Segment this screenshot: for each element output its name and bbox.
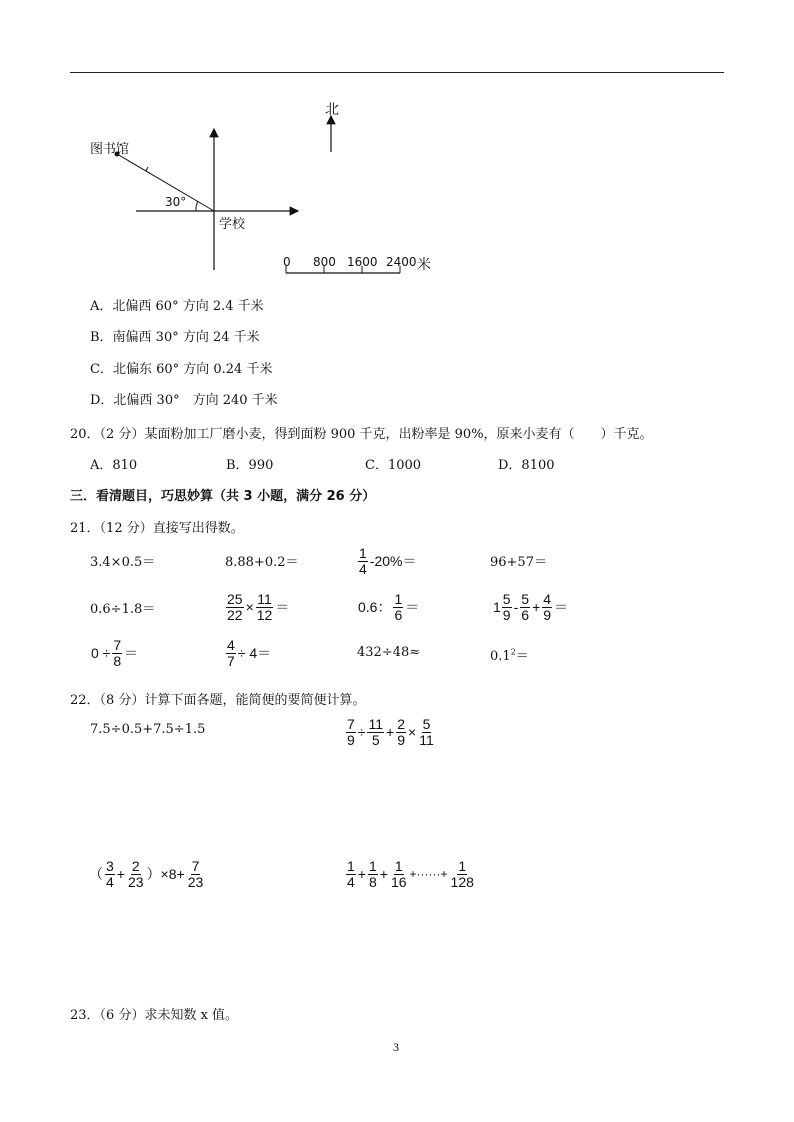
north-label: 北 [325, 102, 339, 118]
angle-label: 30° [165, 195, 187, 209]
q20-option-a: A．810 [90, 458, 138, 473]
q21-r1-d: 96+57＝ [490, 555, 547, 570]
q21-stem: 21．（12 分）直接写出得数。 [70, 521, 244, 536]
page-number: 3 [393, 1040, 399, 1054]
q22-expr-2: $\frac{7}{9}$ ÷ $\frac{11}{5}$ + $\frac{2}{9}$ × $\frac{5}{11}$ [347, 716, 434, 748]
q21-r3-b: $\frac{4}{7}$ ÷ 4＝ [227, 637, 272, 669]
q22-expr-4: $\frac{1}{4}$ + $\frac{1}{8}$ + $\frac{1}{16}$ +······+ $\frac{1}{128}$ [347, 858, 474, 890]
q19-option-a: A．北偏西 60° 方向 2.4 千米 [90, 299, 264, 314]
q21-r1-b: 8.88+0.2＝ [225, 555, 299, 570]
scale-tick-label: 0 [283, 255, 291, 269]
q20-option-b: B．990 [226, 458, 274, 473]
scale-unit: 米 [417, 257, 431, 273]
section3-title: 三．看清题目，巧思妙算（共 3 小题，满分 26 分） [70, 489, 376, 504]
scale-tick-label: 800 [313, 255, 336, 269]
q21-r2-b: $\frac{25}{22}$ × $\frac{11}{12}$ ＝ [227, 591, 290, 623]
q20-stem: 20．（2 分）某面粉加工厂磨小麦，得到面粉 900 千克，出粉率是 90%，原来小麦有（ ）千克。 [70, 427, 653, 442]
tick-mark [146, 167, 148, 171]
q22-expr-1: 7.5÷0.5+7.5÷1.5 [90, 722, 206, 737]
q22-expr-3: （ $\frac{3}{4}$ + $\frac{2}{23}$ ）×8+ $\frac{7}{23}$ [89, 858, 204, 890]
scale-tick-label: 2400 [386, 255, 417, 269]
q23-stem: 23．（6 分）求未知数 x 值。 [70, 1008, 239, 1023]
q19-option-d: D．北偏西 30° 方向 240 千米 [90, 393, 278, 408]
q21-r2-d: 1 $\frac{5}{9}$ - $\frac{5}{6}$ + $\frac{4}{9}$ ＝ [493, 591, 569, 623]
q21-r3-c: 432÷48≈ [357, 645, 421, 660]
q21-r1-c: $\frac{1}{4}$ -20%＝ [359, 545, 417, 577]
q21-r3-d: $0.1^2=$ [490, 647, 529, 664]
q20-option-c: C．1000 [365, 458, 422, 473]
school-label: 学校 [219, 217, 246, 232]
scale-tick-label: 1600 [347, 255, 378, 269]
q19-option-c: C．北偏东 60° 方向 0.24 千米 [90, 362, 273, 377]
q21-r3-a: 0 ÷ $\frac{7}{8}$ ＝ [91, 637, 139, 669]
q21-r1-a: 3.4×0.5＝ [90, 555, 156, 570]
q22-stem: 22．（8 分）计算下面各题，能简便的要简便计算。 [70, 693, 366, 708]
q21-r2-c: 0.6： $\frac{1}{6}$ ＝ [358, 591, 420, 623]
q20-option-d: D．8100 [498, 458, 555, 473]
fraction: $\frac{1}{4}$ [359, 545, 367, 577]
library-label: 图书馆 [90, 142, 130, 157]
angle-arc [196, 201, 198, 211]
q19-option-b: B．南偏西 30° 方向 24 千米 [90, 330, 260, 345]
q21-r2-a: 0.6÷1.8＝ [90, 602, 156, 617]
